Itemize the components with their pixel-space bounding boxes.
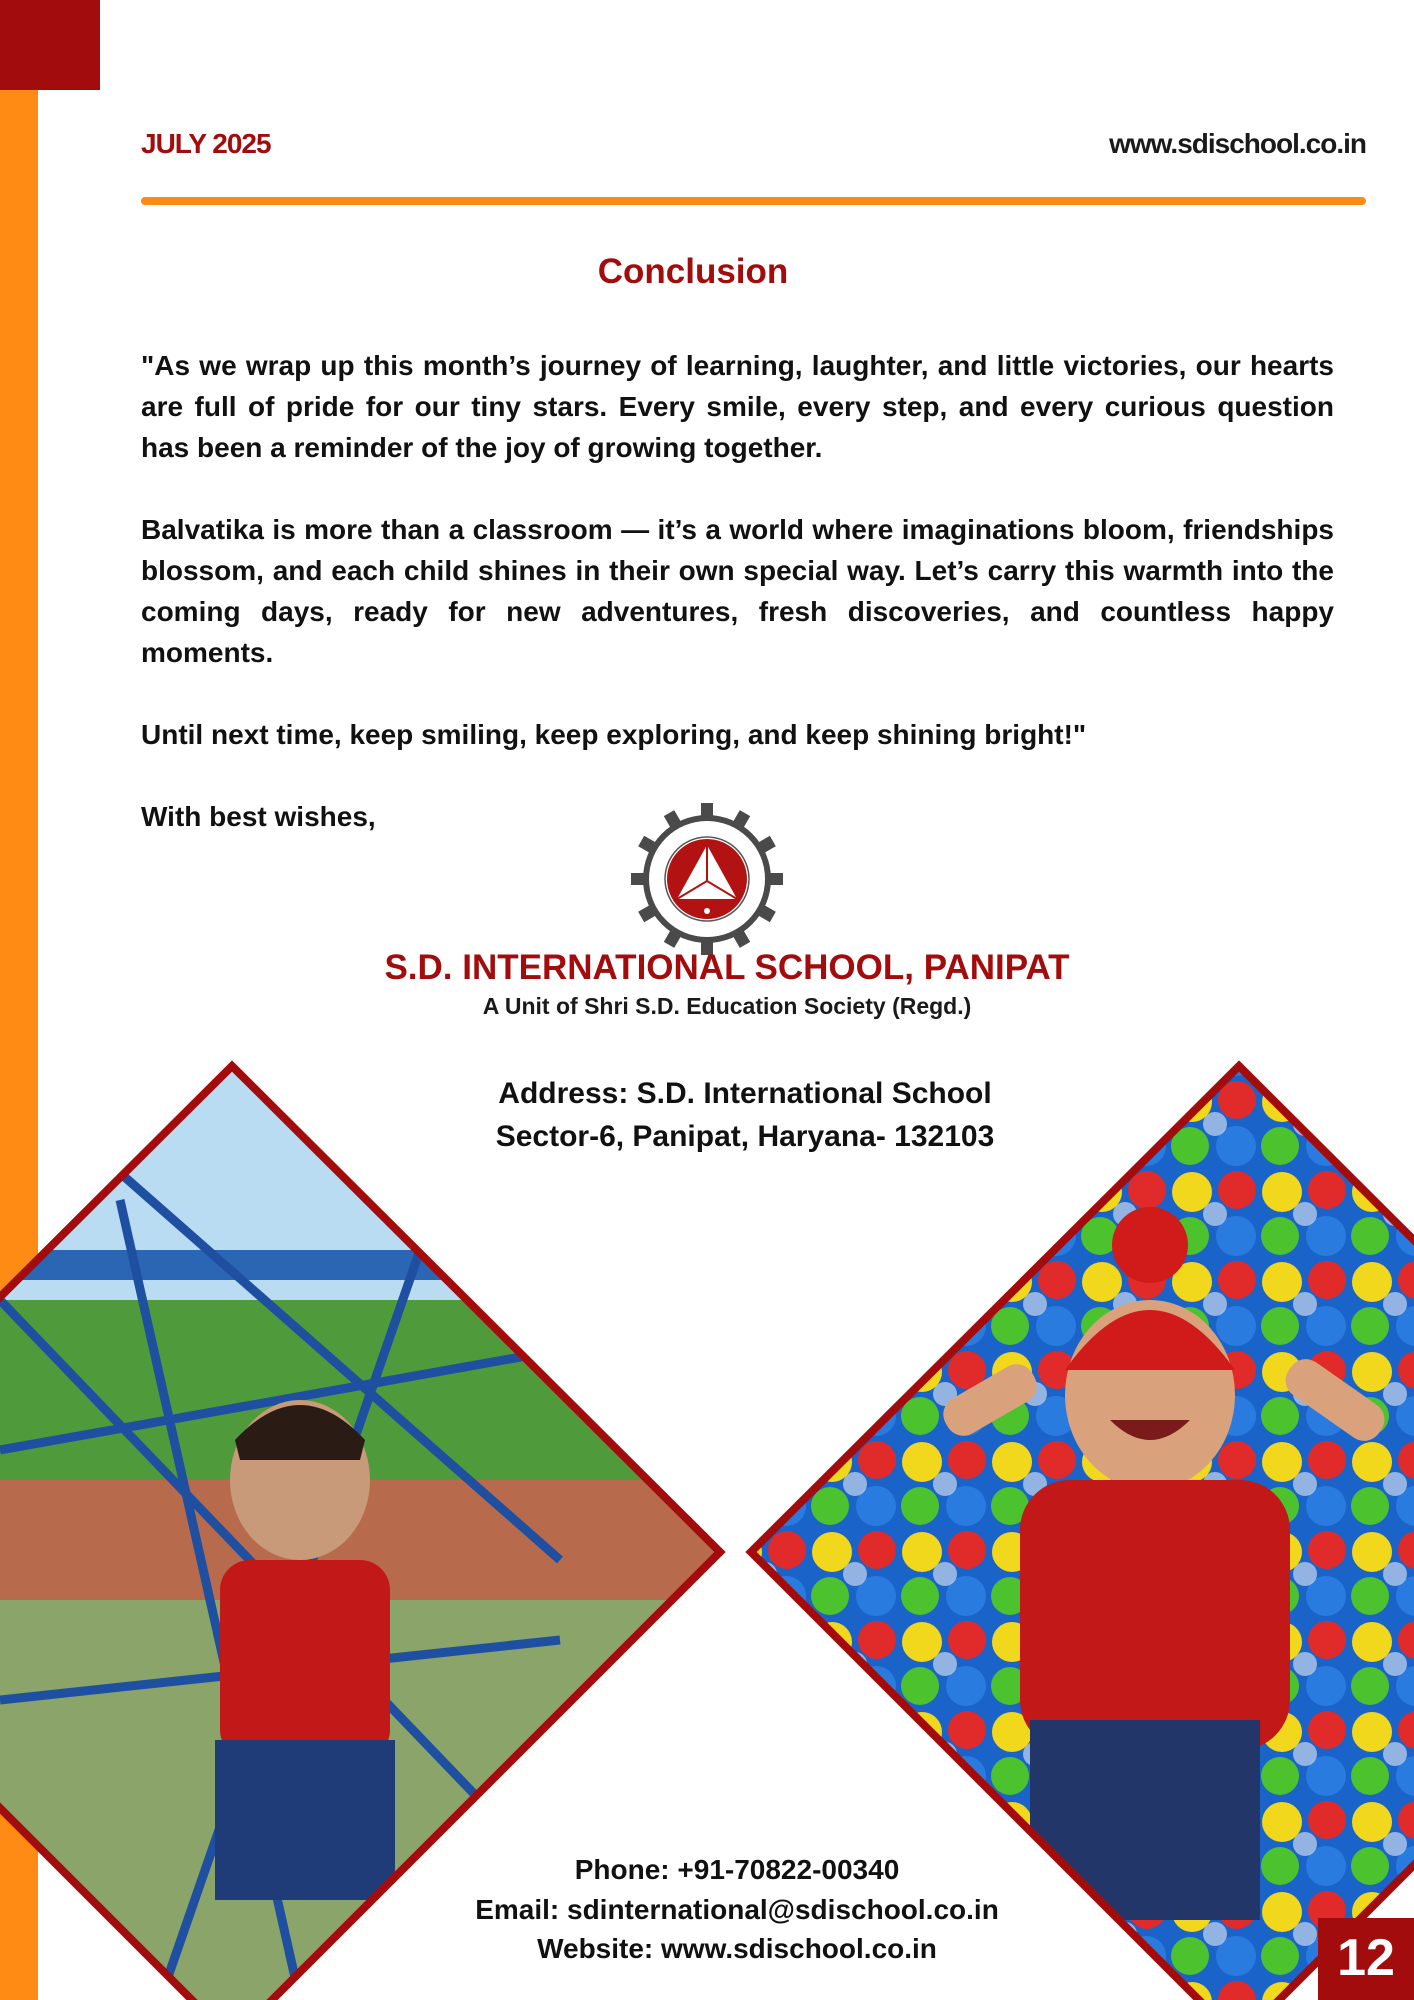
- corner-accent-block: [0, 0, 100, 90]
- contact-phone[interactable]: Phone: +91-70822-00340: [574, 1854, 900, 1885]
- header-divider: [141, 197, 1366, 205]
- school-logo-icon: [631, 803, 783, 955]
- address-line-2: Sector-6, Panipat, Haryana- 132103: [495, 1120, 995, 1153]
- school-name: S.D. INTERNATIONAL SCHOOL, PANIPAT: [384, 948, 1070, 987]
- header-website-link[interactable]: www.sdischool.co.in: [1109, 128, 1366, 159]
- contact-email[interactable]: Email: sdinternational@sdischool.co.in: [475, 1894, 999, 1925]
- paragraph-balvatika: Balvatika is more than a classroom — it’s a world where imaginations bloom, friendships blossom, and each child shines in their own special way. Let’s carry this warmth into the coming days, ready for new adventures, fresh discoveries, and countless happy moments.: [141, 514, 1334, 668]
- paragraph-intro: "As we wrap up this month’s journey of learning, laughter, and little victories, our hearts are full of pride for our tiny stars. Every smile, every step, and every curious question has been a reminder of the joy of growing together.: [141, 350, 1334, 463]
- page-title: Conclusion: [597, 252, 789, 291]
- sign-off: With best wishes,: [141, 801, 376, 832]
- page-number-badge: [1318, 1918, 1414, 2000]
- page-number: 12: [1337, 1929, 1395, 1987]
- address-line-1: Address: S.D. International School: [498, 1077, 992, 1110]
- school-unit-line: A Unit of Shri S.D. Education Society (Regd.): [482, 993, 972, 1019]
- paragraph-closing: Until next time, keep smiling, keep exploring, and keep shining bright!": [141, 719, 1087, 750]
- contact-website[interactable]: Website: www.sdischool.co.in: [537, 1933, 937, 1964]
- issue-date: JULY 2025: [141, 128, 271, 159]
